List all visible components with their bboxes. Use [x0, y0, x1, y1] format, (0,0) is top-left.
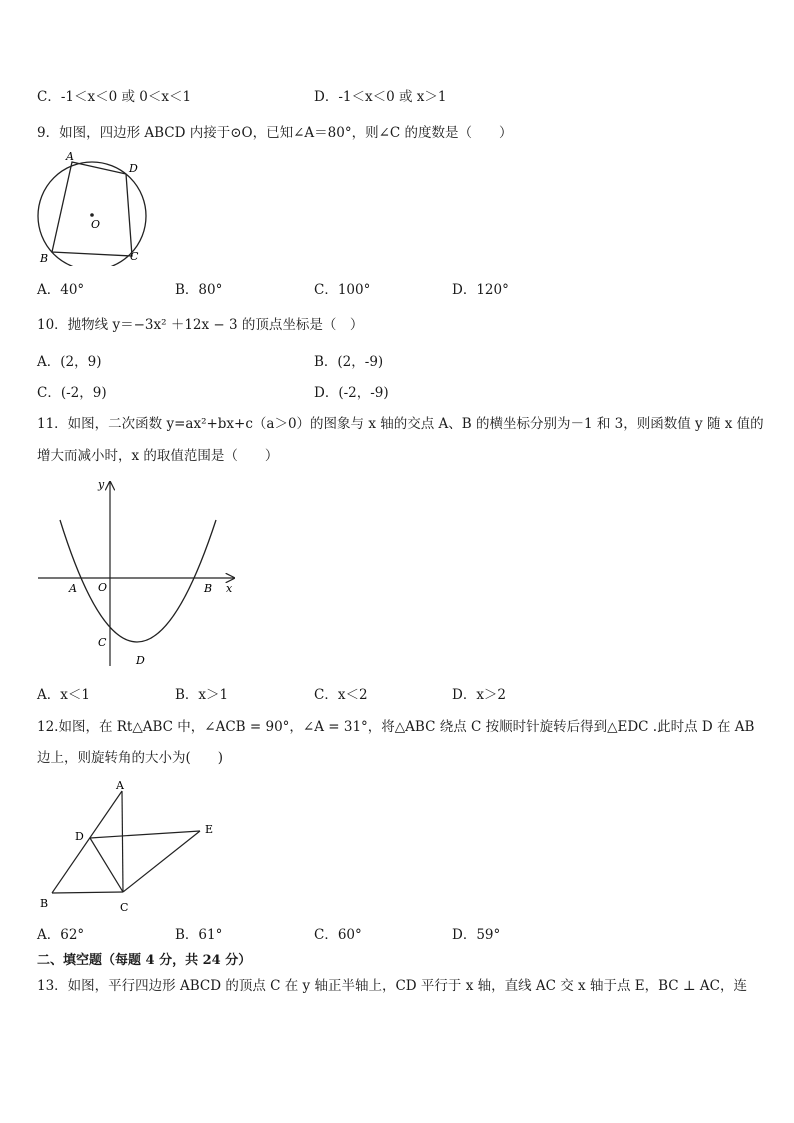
q12-stem-line1: 12.如图，在 Rt△ABC 中，∠ACB = 90°，∠A = 31°，将△ABC 绕点 C 按顺时针旋转后得到△EDC .此时点 D 在 AB	[37, 719, 755, 735]
q11-option-a: A．x＜1	[37, 687, 90, 703]
q11-option-b: B．x＞1	[175, 687, 229, 703]
q10-stem: 10．抛物线 y＝−3x² ＋12x − 3 的顶点坐标是（ ）	[37, 317, 364, 333]
q9-option-d: D．120°	[452, 282, 509, 298]
segment-de	[90, 831, 200, 838]
section-heading: 二、填空题（每题 4 分，共 24 分）	[37, 953, 252, 968]
label-c: C	[98, 636, 107, 649]
label-b: B	[40, 252, 49, 265]
label-o: O	[91, 218, 101, 231]
label-y: y	[98, 478, 105, 491]
label-d: D	[75, 830, 84, 843]
segment-dc	[90, 838, 123, 892]
q9-option-a: A．40°	[37, 282, 85, 298]
q9-stem: 9．如图，四边形 ABCD 内接于⊙O，已知∠A＝80°，则∠C 的度数是（ ）	[37, 125, 513, 141]
q10-option-c: C．(-2，9)	[37, 385, 107, 401]
q12-rotation-figure	[36, 776, 226, 916]
segment-ab	[52, 791, 122, 893]
label-c: C	[120, 901, 129, 914]
label-a: A	[66, 150, 74, 163]
q12-option-c: C．60°	[314, 927, 362, 943]
label-e: E	[205, 823, 214, 836]
q10-option-b: B．(2，-9)	[314, 354, 384, 370]
q10-option-a: A．(2，9)	[37, 354, 102, 370]
q9-circle-figure	[34, 146, 154, 266]
q11-parabola-figure	[30, 474, 245, 674]
label-b: B	[40, 897, 49, 910]
q13-stem: 13．如图，平行四边形 ABCD 的顶点 C 在 y 轴正半轴上，CD 平行于 x 轴，直线 AC 交 x 轴于点 E，BC ⊥ AC，连	[37, 978, 747, 994]
label-b: B	[204, 582, 213, 595]
q8-option-d: D．-1＜x＜0 或 x＞1	[314, 89, 447, 105]
label-d: D	[129, 162, 138, 175]
q11-option-d: D．x＞2	[452, 687, 507, 703]
label-d: D	[136, 654, 145, 667]
label-c: C	[130, 250, 139, 263]
center-point	[90, 213, 94, 217]
q8-option-c: C．-1＜x＜0 或 0＜x＜1	[37, 89, 192, 105]
label-o: O	[98, 581, 108, 594]
q9-option-b: B．80°	[175, 282, 223, 298]
segment-ec	[123, 831, 200, 892]
q11-stem-line1: 11．如图，二次函数 y=ax²+bx+c（a＞0）的图象与 x 轴的交点 A、B 的横坐标分别为－1 和 3，则函数值 y 随 x 值的	[37, 416, 764, 432]
q11-stem-line2: 增大而减小时，x 的取值范围是（ ）	[37, 448, 279, 464]
q12-option-d: D．59°	[452, 927, 501, 943]
parabola-curve	[60, 520, 216, 642]
q10-option-d: D．(-2，-9)	[314, 385, 389, 401]
segment-ac	[122, 791, 123, 892]
quadrilateral-abcd	[52, 162, 132, 256]
label-x: x	[226, 582, 233, 595]
label-a: A	[69, 582, 77, 595]
q12-option-b: B．61°	[175, 927, 223, 943]
segment-bc	[52, 892, 123, 893]
label-a: A	[116, 779, 124, 792]
q12-stem-line2: 边上，则旋转角的大小为( )	[37, 750, 224, 766]
q12-option-a: A．62°	[37, 927, 85, 943]
q9-option-c: C．100°	[314, 282, 371, 298]
q11-option-c: C．x＜2	[314, 687, 368, 703]
